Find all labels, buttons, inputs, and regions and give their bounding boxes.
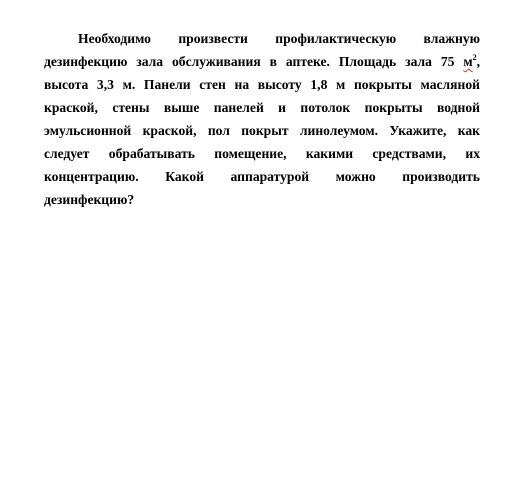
task-paragraph	[44, 27, 480, 211]
task-text-end: , высота 3,3 м. Панели стен на высоту 1,8 м покрыты масляной краской, стены выше панелей и потолок покрыты водной эмульсионной краской, пол покрыт линолеумом. Укажите, как следует обрабатывать помещение, какими средствами, их концентрацию. Какой аппаратурой можно производить дезинфекцию?	[44, 54, 480, 207]
task-text-start: Необходимо произвести профилактическую влажную дезинфекцию зала обслуживания в аптеке. Площадь зала 75	[44, 31, 480, 69]
area-unit: м	[463, 54, 473, 69]
area-unit-exponent: 2	[472, 53, 477, 62]
